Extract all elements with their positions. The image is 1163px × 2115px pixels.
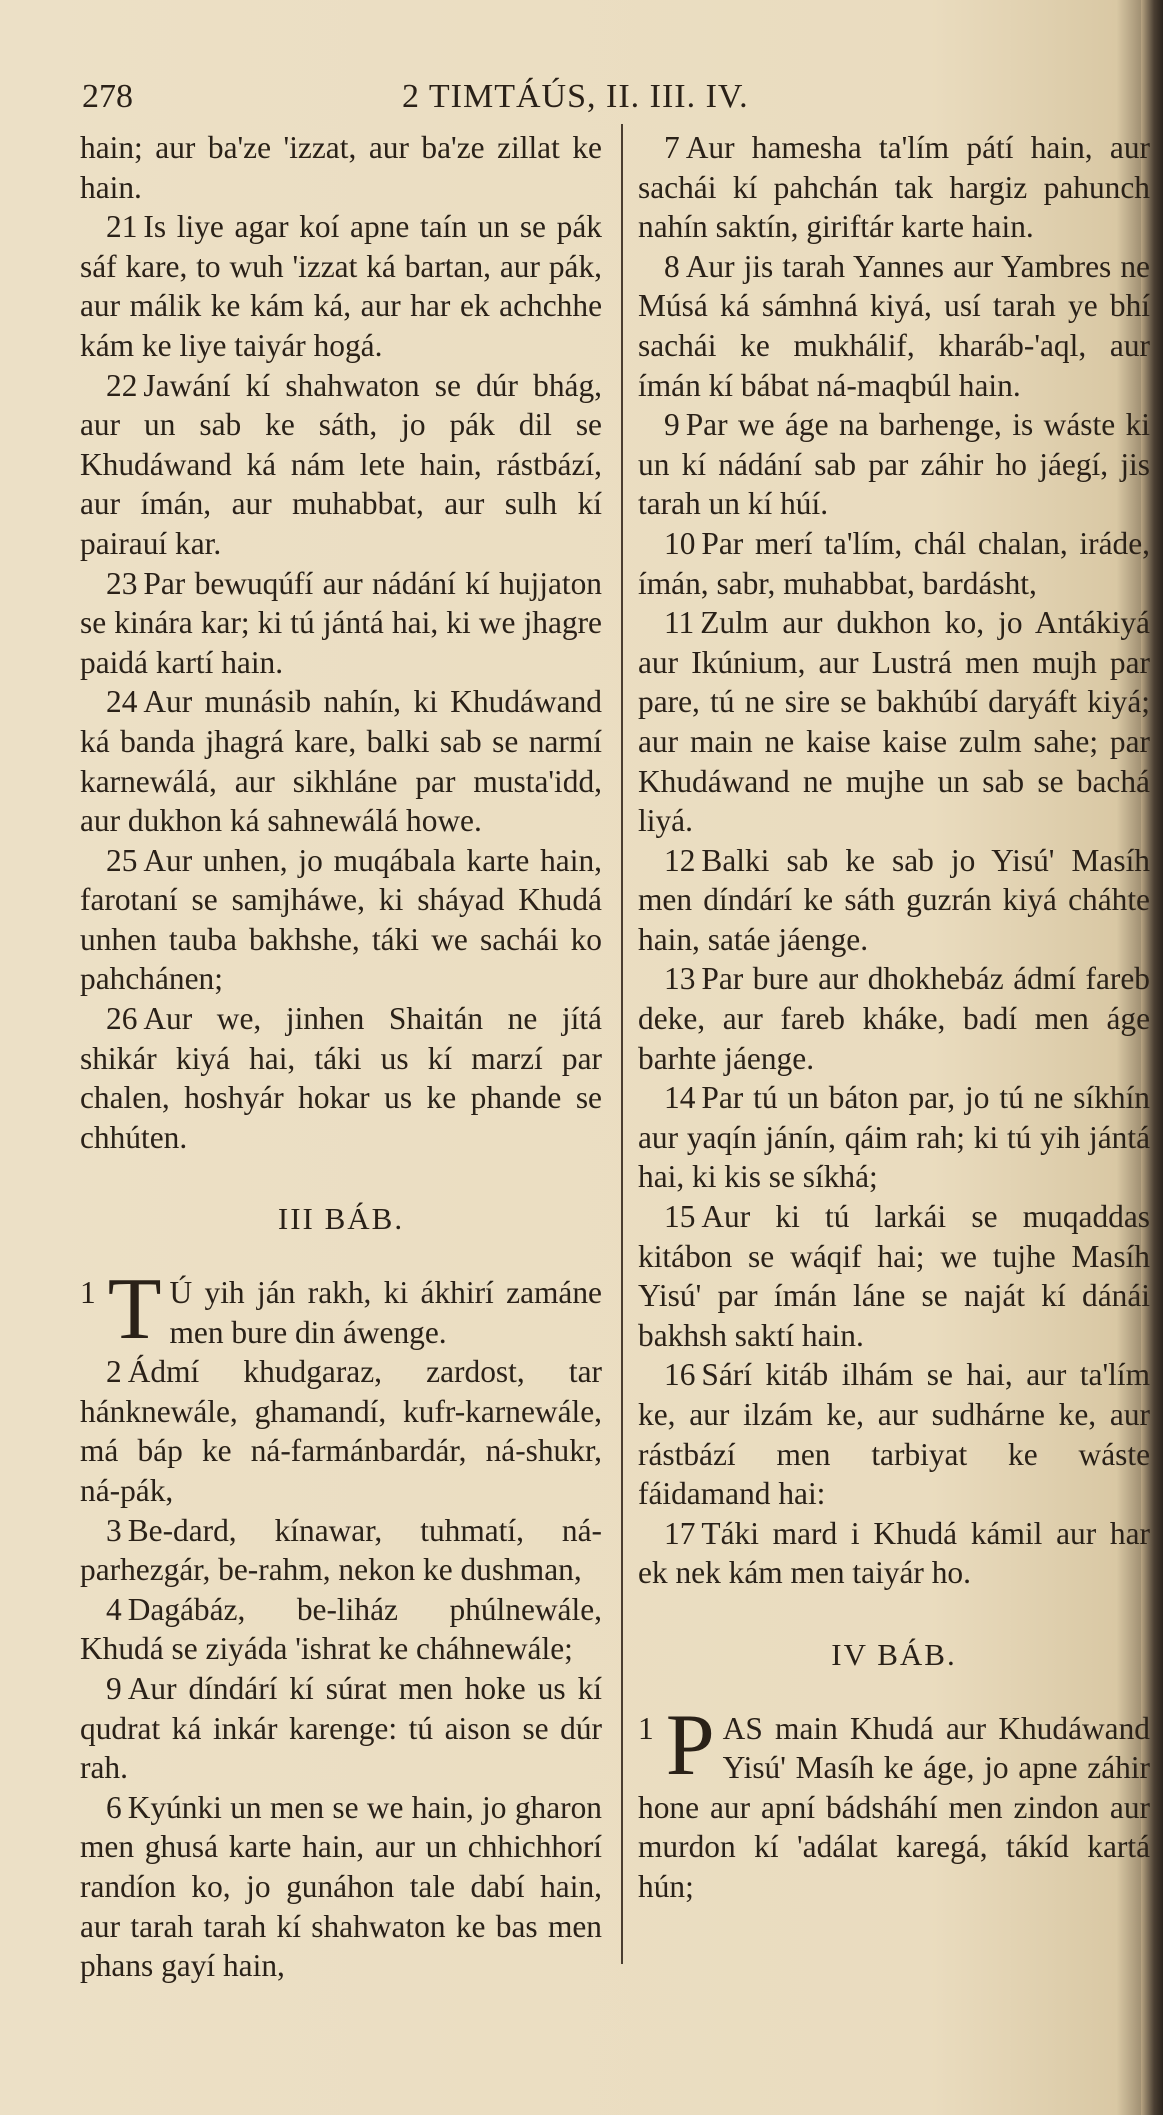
chapter-3-verse-2: 2 Ádmí khudgaraz, zardost, tar hánknewále, ghamandí, kufr-karnewále, má báp ke ná-farmánbardár, ná-shukr, ná-pák,	[80, 1354, 602, 1508]
chapter-3-verse-5: 9 Aur díndárí kí súrat men hoke us kí qudrat ká inkár karenge: tú aison se dúr rah.	[80, 1670, 602, 1786]
chapter-3-verse-16: 16 Sárí kitáb ilhám se hai, aur ta'lím ke, aur ilzám ke, aur sudhárne ke, aur rástbází men tarbiyat ke wáste fáidamand hai:	[638, 1357, 1150, 1512]
drop-cap: T	[107, 1261, 162, 1359]
chapter-3-verse-1: 1 T Ú yih ján rakh, ki ákhirí zamáne men bure din áwenge.	[80, 1261, 602, 1359]
chapter-3-verse-4: 4 Dagábáz, be-liház phúlnewále, Khudá se ziyáda 'ishrat ke cháhnewále;	[80, 1591, 602, 1667]
drop-cap: P	[665, 1696, 715, 1794]
verse-26: 26 Aur we, jinhen Shaitán ne jítá shikár kiyá hai, táki us kí marzí par chalen, hoshyár hokar us ke phande se chhúten.	[80, 1001, 602, 1155]
continued-text: hain; aur ba'ze 'izzat, aur ba'ze zillat ke hain.	[80, 130, 602, 205]
running-title: 2 TIMTÁÚS, II. III. IV.	[402, 78, 749, 115]
page-header	[82, 78, 1082, 126]
chapter-3-verse-14: 14 Par tú un báton par, jo tú ne síkhín aur yaqín jánín, qáim rah; ki tú yih jántá hai, ki kis se síkhá;	[638, 1080, 1150, 1195]
verse-25: 25 Aur unhen, jo muqábala karte hain, farotaní se samjháwe, ki sháyad Khudá unhen tauba bakhshe, táki we sachái ko pahchánen;	[80, 842, 602, 997]
page-number: 278	[82, 78, 133, 115]
chapter-3-verse-8: 8 Aur jis tarah Yannes aur Yambres ne Músá ká sámhná kiyá, usí tarah ye bhí sachái ke mukhálif, kharáb-'aql, aur ímán kí bábat ná-maqbúl hain.	[638, 248, 1150, 403]
verse-24: 24 Aur munásib nahín, ki Khudáwand ká banda jhagrá kare, balki sab se narmí karnewálá, aur sikhláne par musta'idd, aur dukhon ká sahnewálá howe.	[80, 684, 602, 839]
chapter-heading-4: IV BÁB.	[831, 1636, 957, 1672]
right-column	[638, 128, 1150, 1907]
chapter-4-verse-1: 1 P AS main Khudá aur Khudáwand Yisú' Masíh ke áge, jo apne záhir hone aur apní bádsháhí men zindon aur murdon kí 'adálat karegá, tákíd kartá hún;	[638, 1696, 1150, 1904]
chapter-3-verse-15: 15 Aur ki tú larkái se muqaddas kitábon se wáqif hai; we tujhe Masíh Yisú' par ímán láne se naját kí dánái bakhsh saktí hain.	[638, 1199, 1150, 1353]
verse-21: 21 Is liye agar koí apne taín un se pák sáf kare, to wuh 'izzat ká bartan, aur pák, aur málik ke kám ká, aur har ek achchhe kám ke liye taiyár hogá.	[80, 209, 602, 363]
verse-23: 23 Par bewuqúfí aur nádání kí hujjaton se kinára kar; ki tú jántá hai, ki we jhagre paidá kartí hain.	[80, 565, 602, 680]
chapter-3-verse-10: 10 Par merí ta'lím, chál chalan, iráde, ímán, sabr, muhabbat, bardásht,	[638, 525, 1150, 601]
chapter-3-verse-3: 3 Be-dard, kínawar, tuhmatí, ná-parhezgár, be-rahm, nekon ke dushman,	[80, 1512, 602, 1588]
chapter-3-verse-12: 12 Balki sab ke sab jo Yisú' Masíh men díndárí ke sáth guzrán kiyá cháhte hain, satáe jáenge.	[638, 842, 1150, 957]
chapter-3-verse-13: 13 Par bure aur dhokhebáz ádmí fareb deke, aur fareb kháke, badí men áge barhte jáenge.	[638, 961, 1150, 1076]
chapter-3-verse-17: 17 Táki mard i Khudá kámil aur har ek nek kám men taiyár ho.	[638, 1515, 1150, 1591]
chapter-heading-3: III BÁB.	[277, 1201, 405, 1237]
verse-22: 22 Jawání kí shahwaton se dúr bhág, aur un sab ke sáth, jo pák dil se Khudáwand ká nám lete hain, rástbází, aur ímán, aur muhabbat, aur sulh kí pairauí kar.	[80, 367, 602, 561]
column-divider	[621, 124, 623, 1964]
left-column	[80, 128, 602, 1986]
chapter-3-verse-7: 7 Aur hamesha ta'lím pátí hain, aur sachái kí pahchán tak hargiz pahunch nahín saktín, giriftár karte hain.	[638, 130, 1150, 245]
chapter-3-verse-9: 9 Par we áge na barhenge, is wáste ki un kí nádání sab par záhir ho jáegí, jis tarah un kí húí.	[638, 407, 1150, 522]
chapter-3-verse-11: 11 Zulm aur dukhon ko, jo Antákiyá aur Ikúnium, aur Lustrá men mujh par pare, tú ne sire se bakhúbí daryáft kiyá; aur main ne kaise kaise zulm sahe; par Khudáwand ne mujhe un sab se bachá liyá.	[638, 605, 1150, 839]
chapter-3-verse-6: 6 Kyúnki un men se we hain, jo gharon men ghusá karte hain, aur un chhichhorí randíon ko, jo gunáhon tale dabí hain, aur tarah tarah kí shahwaton ke bas men phans gayí hain,	[80, 1789, 602, 1984]
